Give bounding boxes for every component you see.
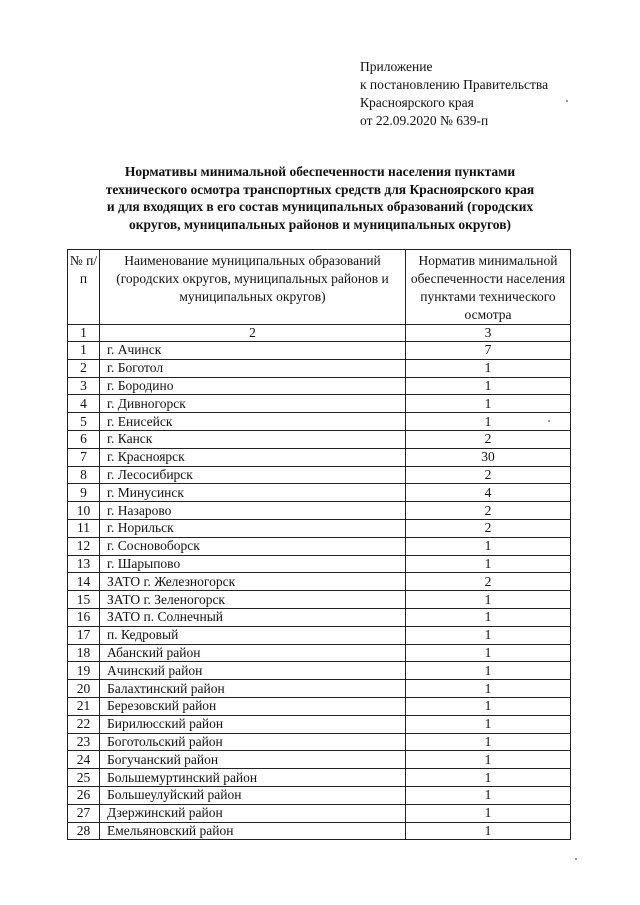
row-name: г. Минусинск xyxy=(100,484,406,502)
row-number: 19 xyxy=(68,662,100,680)
row-name: г. Бородино xyxy=(100,377,406,395)
row-name: г. Лесосибирск xyxy=(100,466,406,484)
row-value: 1 xyxy=(406,359,571,377)
row-number: 3 xyxy=(68,377,100,395)
row-number: 12 xyxy=(68,537,100,555)
row-value: 1 xyxy=(406,786,571,804)
column-number: 1 xyxy=(68,325,100,342)
row-name: ЗАТО г. Железногорск xyxy=(100,573,406,591)
row-value: 1 xyxy=(406,680,571,698)
table-row xyxy=(68,804,571,822)
row-value: 1 xyxy=(406,733,571,751)
row-value: 1 xyxy=(406,715,571,733)
table-row xyxy=(68,751,571,769)
title-line: технического осмотра транспортных средств для Красноярского края xyxy=(105,181,535,197)
row-number: 11 xyxy=(68,519,100,537)
row-name: ЗАТО г. Зеленогорск xyxy=(100,591,406,609)
row-number: 5 xyxy=(68,413,100,431)
scan-speck xyxy=(566,100,568,102)
scan-speck xyxy=(548,420,550,422)
table-row xyxy=(68,342,571,360)
row-number: 13 xyxy=(68,555,100,573)
row-value: 4 xyxy=(406,484,571,502)
table-row xyxy=(68,537,571,555)
row-number: 17 xyxy=(68,626,100,644)
row-value: 2 xyxy=(406,519,571,537)
table-row xyxy=(68,502,571,520)
table-row xyxy=(68,680,571,698)
header-num: № п/п xyxy=(68,250,100,325)
title-line: Нормативы минимальной обеспеченности населения пунктами xyxy=(124,164,516,179)
table-row xyxy=(68,413,571,431)
row-name: п. Кедровый xyxy=(100,626,406,644)
table-row xyxy=(68,573,571,591)
row-number: 20 xyxy=(68,680,100,698)
row-value: 1 xyxy=(406,769,571,787)
row-value: 2 xyxy=(406,430,571,448)
row-name: Большемуртинский район xyxy=(100,769,406,787)
row-name: Емельяновский район xyxy=(100,822,406,840)
appendix-line: Приложение xyxy=(360,59,433,74)
appendix-line: Красноярского края xyxy=(360,95,474,110)
title-line: округов, муниципальных районов и муниципальных округов) xyxy=(129,216,511,232)
row-value: 1 xyxy=(406,395,571,413)
row-name: г. Дивногорск xyxy=(100,395,406,413)
row-name: Ачинский район xyxy=(100,662,406,680)
table-row xyxy=(68,466,571,484)
appendix-line: к постановлению Правительства xyxy=(360,77,549,92)
row-name: г. Канск xyxy=(100,430,406,448)
row-value: 1 xyxy=(406,751,571,769)
row-name: Абанский район xyxy=(100,644,406,662)
table-row xyxy=(68,733,571,751)
table-row xyxy=(68,430,571,448)
row-name: г. Сосновоборск xyxy=(100,537,406,555)
row-name: Березовский район xyxy=(100,697,406,715)
table-row xyxy=(68,555,571,573)
row-number: 16 xyxy=(68,608,100,626)
row-number: 10 xyxy=(68,502,100,520)
row-number: 22 xyxy=(68,715,100,733)
row-value: 1 xyxy=(406,697,571,715)
table-row xyxy=(68,662,571,680)
row-number: 14 xyxy=(68,573,100,591)
row-number: 8 xyxy=(68,466,100,484)
row-name: г. Енисейск xyxy=(100,413,406,431)
row-name: Дзержинский район xyxy=(100,804,406,822)
table-row xyxy=(68,786,571,804)
table-row xyxy=(68,608,571,626)
table-header-row xyxy=(68,250,571,325)
row-value: 1 xyxy=(406,804,571,822)
row-name: г. Назарово xyxy=(100,502,406,520)
row-number: 4 xyxy=(68,395,100,413)
row-name: ЗАТО п. Солнечный xyxy=(100,608,406,626)
column-number: 2 xyxy=(100,325,406,342)
row-number: 6 xyxy=(68,430,100,448)
row-number: 24 xyxy=(68,751,100,769)
row-value: 1 xyxy=(406,377,571,395)
header-name: Наименование муниципальных образований (городских округов, муниципальных районов и муниципальных округов) xyxy=(100,250,406,325)
row-number: 18 xyxy=(68,644,100,662)
row-name: Большеулуйский район xyxy=(100,786,406,804)
row-number: 23 xyxy=(68,733,100,751)
appendix-line: от 22.09.2020 № 639-п xyxy=(360,113,489,128)
row-name: Боготольский район xyxy=(100,733,406,751)
title-line: и для входящих в его состав муниципальных образований (городских xyxy=(106,199,534,214)
row-value: 1 xyxy=(406,591,571,609)
scan-speck xyxy=(575,858,577,860)
table-row xyxy=(68,377,571,395)
row-name: г. Красноярск xyxy=(100,448,406,466)
row-value: 2 xyxy=(406,466,571,484)
row-name: Бирилюсский район xyxy=(100,715,406,733)
row-value: 1 xyxy=(406,555,571,573)
table-row xyxy=(68,644,571,662)
row-value: 2 xyxy=(406,502,571,520)
column-number-row xyxy=(68,325,571,342)
table-row xyxy=(68,484,571,502)
norms-table xyxy=(67,249,571,840)
table-row xyxy=(68,395,571,413)
row-name: г. Норильск xyxy=(100,519,406,537)
table-row xyxy=(68,448,571,466)
row-value: 1 xyxy=(406,413,571,431)
row-number: 28 xyxy=(68,822,100,840)
table-row xyxy=(68,591,571,609)
row-value: 1 xyxy=(406,608,571,626)
column-number: 3 xyxy=(406,325,571,342)
table-row xyxy=(68,715,571,733)
row-value: 1 xyxy=(406,626,571,644)
row-number: 15 xyxy=(68,591,100,609)
row-name: г. Шарыпово xyxy=(100,555,406,573)
row-value: 2 xyxy=(406,573,571,591)
row-value: 30 xyxy=(406,448,571,466)
table-row xyxy=(68,822,571,840)
row-value: 7 xyxy=(406,342,571,360)
appendix-block xyxy=(360,58,548,130)
document-title xyxy=(60,163,580,233)
row-number: 2 xyxy=(68,359,100,377)
row-name: Балахтинский район xyxy=(100,680,406,698)
row-value: 1 xyxy=(406,644,571,662)
row-name: Богучанский район xyxy=(100,751,406,769)
table-row xyxy=(68,697,571,715)
table-row xyxy=(68,769,571,787)
row-value: 1 xyxy=(406,662,571,680)
row-value: 1 xyxy=(406,537,571,555)
row-number: 25 xyxy=(68,769,100,787)
table-row xyxy=(68,626,571,644)
row-name: г. Ачинск xyxy=(100,342,406,360)
header-norm: Норматив минимальной обеспеченности населения пунктами технического осмотра xyxy=(406,250,571,325)
table-row xyxy=(68,359,571,377)
table-row xyxy=(68,519,571,537)
row-number: 9 xyxy=(68,484,100,502)
row-number: 27 xyxy=(68,804,100,822)
row-number: 21 xyxy=(68,697,100,715)
row-number: 26 xyxy=(68,786,100,804)
row-number: 1 xyxy=(68,342,100,360)
row-number: 7 xyxy=(68,448,100,466)
row-name: г. Боготол xyxy=(100,359,406,377)
row-value: 1 xyxy=(406,822,571,840)
